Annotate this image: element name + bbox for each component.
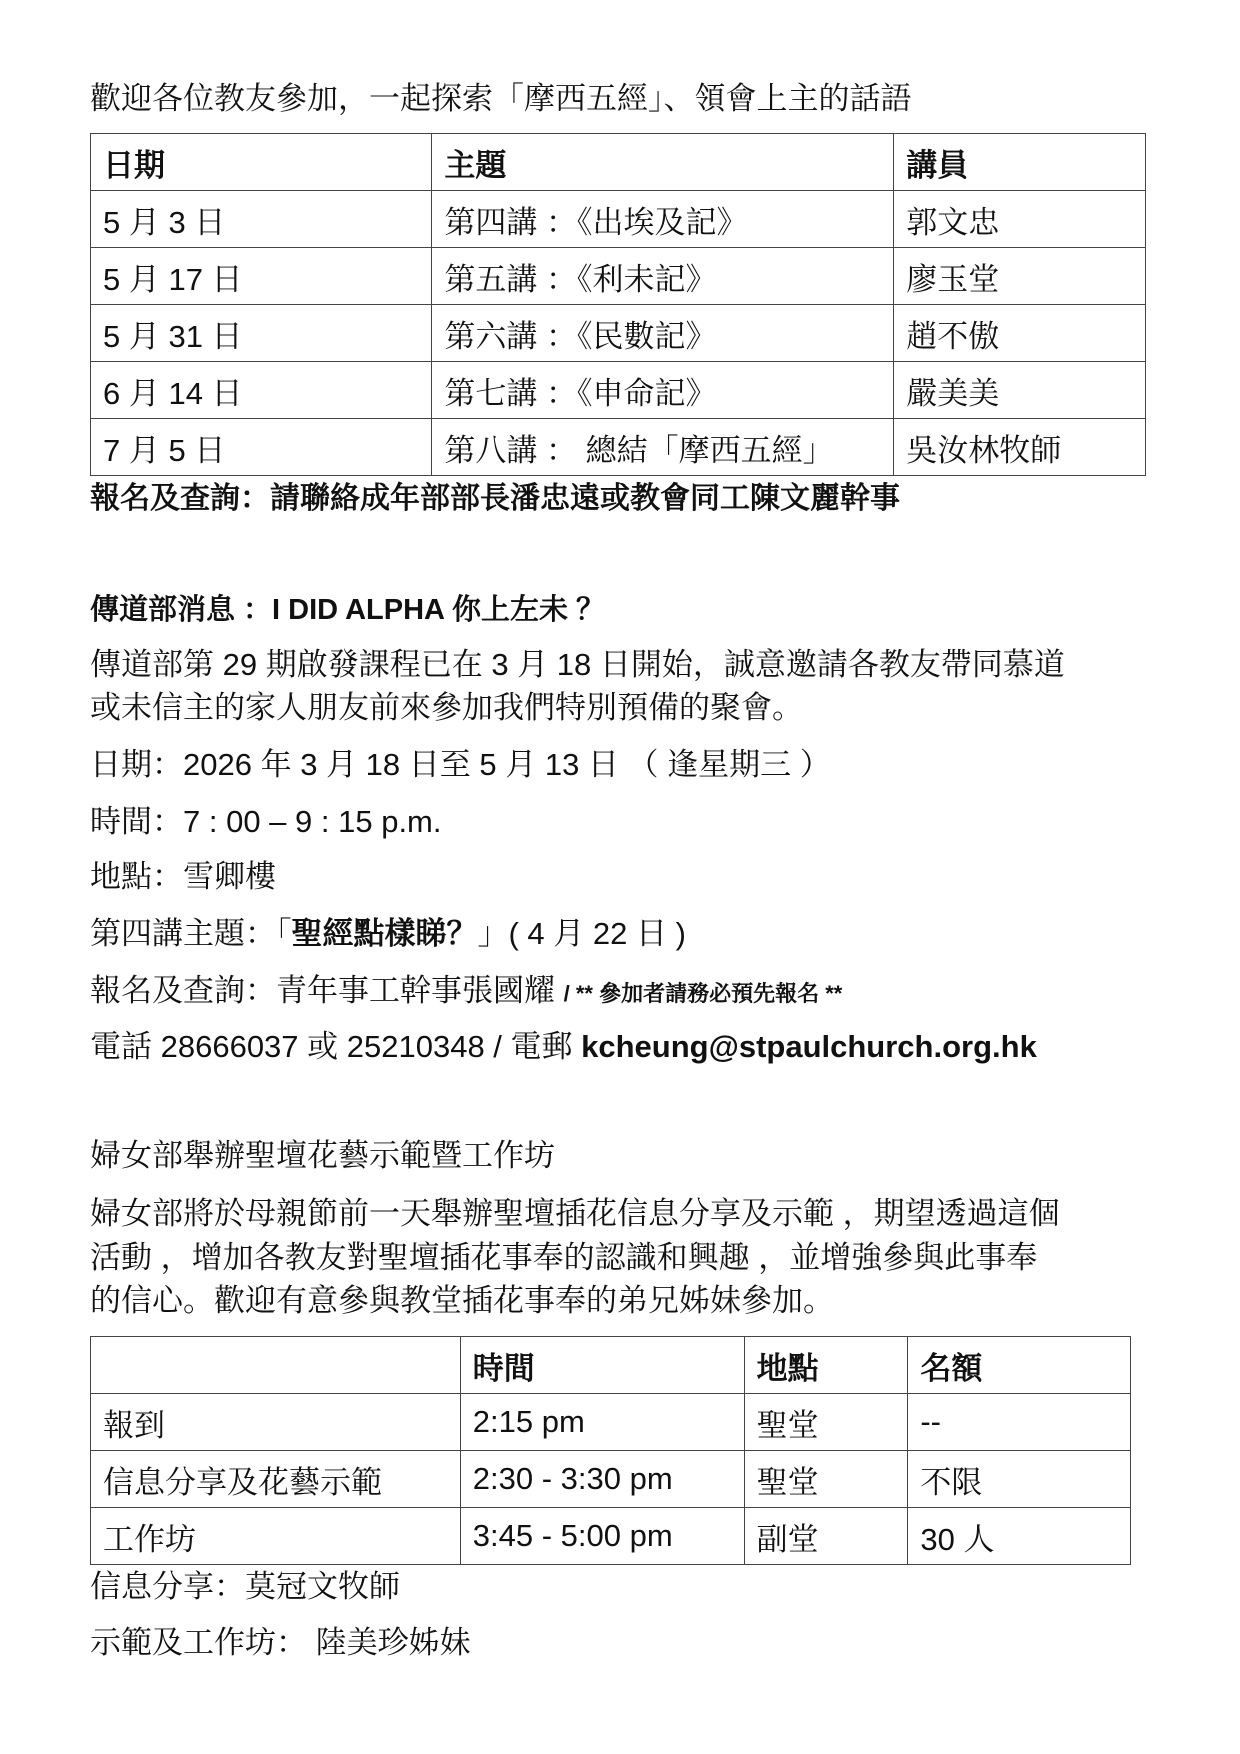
cell-venue: 聖堂 [744,1394,908,1451]
cell-time: 3:45 - 5:00 pm [460,1508,744,1565]
floral-heading: 婦女部舉辦聖壇花藝示範暨工作坊 [90,1138,555,1173]
table-header-row [91,1337,1131,1394]
floral-para-3: 的信心。歡迎有意參與教堂插花事奉的弟兄姊妹參加。 [90,1283,834,1318]
cell-topic: 第四講 ：《出埃及記》 [432,191,894,248]
cell-speaker: 廖玉堂 [894,248,1146,305]
alpha-date: 日期：2026 年 3 月 18 日至 5 月 13 日 （ 逢星期三 ） [90,747,831,782]
cell-speaker: 吳汝林牧師 [894,419,1146,476]
topic-label: 第四講主題：「 [90,916,292,951]
cell-topic: 第八講 ： 總結「摩西五經」 [432,419,894,476]
enquiry-note: / ** 參加者請務必預先報名 ** [563,981,843,1006]
alpha-topic-line [90,914,686,954]
table-row [91,419,1146,476]
cell-date: 5 月 3 日 [91,191,432,248]
cell-speaker: 郭文忠 [894,191,1146,248]
cell-quota: 不限 [908,1451,1131,1508]
alpha-para-2: 或未信主的家人朋友前來參加我們特別預備的聚會。 [90,690,803,725]
header-date: 日期 [91,134,432,191]
cell-venue: 副堂 [744,1508,908,1565]
alpha-enquiry-line [90,971,842,1014]
alpha-venue: 地點：雪卿樓 [90,859,276,894]
table-row [91,1394,1131,1451]
table-row [91,191,1146,248]
table-row [91,1451,1131,1508]
intro-text: 歡迎各位教友參加，一起探索「摩西五經」、領會上主的話語 [90,81,912,116]
floral-schedule-table [90,1336,1131,1565]
cell-date: 7 月 5 日 [91,419,432,476]
header-venue: 地點 [744,1337,908,1394]
table-header-row [91,134,1146,191]
alpha-heading: 傳道部消息 ：I DID ALPHA 你上左未 ？ [90,594,606,626]
enquiry-text: 報名及查詢：青年事工幹事張國耀 [90,973,564,1008]
cell-topic: 第七講 ：《申命記》 [432,362,894,419]
cell-topic: 第六講 ：《民數記》 [432,305,894,362]
cell-quota: -- [908,1394,1131,1451]
header-blank [91,1337,461,1394]
cell-item: 信息分享及花藝示範 [91,1451,461,1508]
lecture-schedule-table [90,133,1146,476]
cell-time: 2:30 - 3:30 pm [460,1451,744,1508]
floral-speaker: 信息分享：莫冠文牧師 [90,1569,400,1604]
cell-speaker: 趙不傲 [894,305,1146,362]
alpha-time: 時間：7 : 00 – 9 : 15 p.m. [90,804,442,839]
table-row [91,1508,1131,1565]
cell-date: 5 月 31 日 [91,305,432,362]
header-quota: 名額 [908,1337,1131,1394]
topic-title: 聖經點樣睇？ [291,916,478,951]
floral-para-1: 婦女部將於母親節前一天舉辦聖壇插花信息分享及示範 ，期望透過這個 [90,1196,1060,1231]
table-row [91,248,1146,305]
cell-item: 工作坊 [91,1508,461,1565]
cell-time: 2:15 pm [460,1394,744,1451]
floral-para-2: 活動 ，增加各教友對聖壇插花事奉的認識和興趣 ，並增強參與此事奉 [90,1240,1038,1275]
cell-quota: 30 人 [908,1508,1131,1565]
table-row [91,362,1146,419]
table-row [91,305,1146,362]
header-topic: 主題 [432,134,894,191]
alpha-para-1: 傳道部第 29 期啟發課程已在 3 月 18 日開始，誠意邀請各教友帶同慕道 [90,647,1065,682]
alpha-phone-line [90,1027,1037,1067]
cell-venue: 聖堂 [744,1451,908,1508]
cell-speaker: 嚴美美 [894,362,1146,419]
cell-item: 報到 [91,1394,461,1451]
cell-date: 6 月 14 日 [91,362,432,419]
email-link[interactable]: kcheung@stpaulchurch.org.hk [581,1029,1037,1064]
contact-text: 報名及查詢：請聯絡成年部部長潘忠遠或教會同工陳文麗幹事 [90,482,900,515]
floral-demo: 示範及工作坊： 陸美珍姊妹 [90,1625,471,1660]
cell-date: 5 月 17 日 [91,248,432,305]
phone-text: 電話 28666037 或 25210348 / 電郵 [90,1029,582,1064]
topic-date: 」( 4 月 22 日 ) [477,916,686,951]
header-time: 時間 [460,1337,744,1394]
cell-topic: 第五講 ：《利未記》 [432,248,894,305]
header-speaker: 講員 [894,134,1146,191]
